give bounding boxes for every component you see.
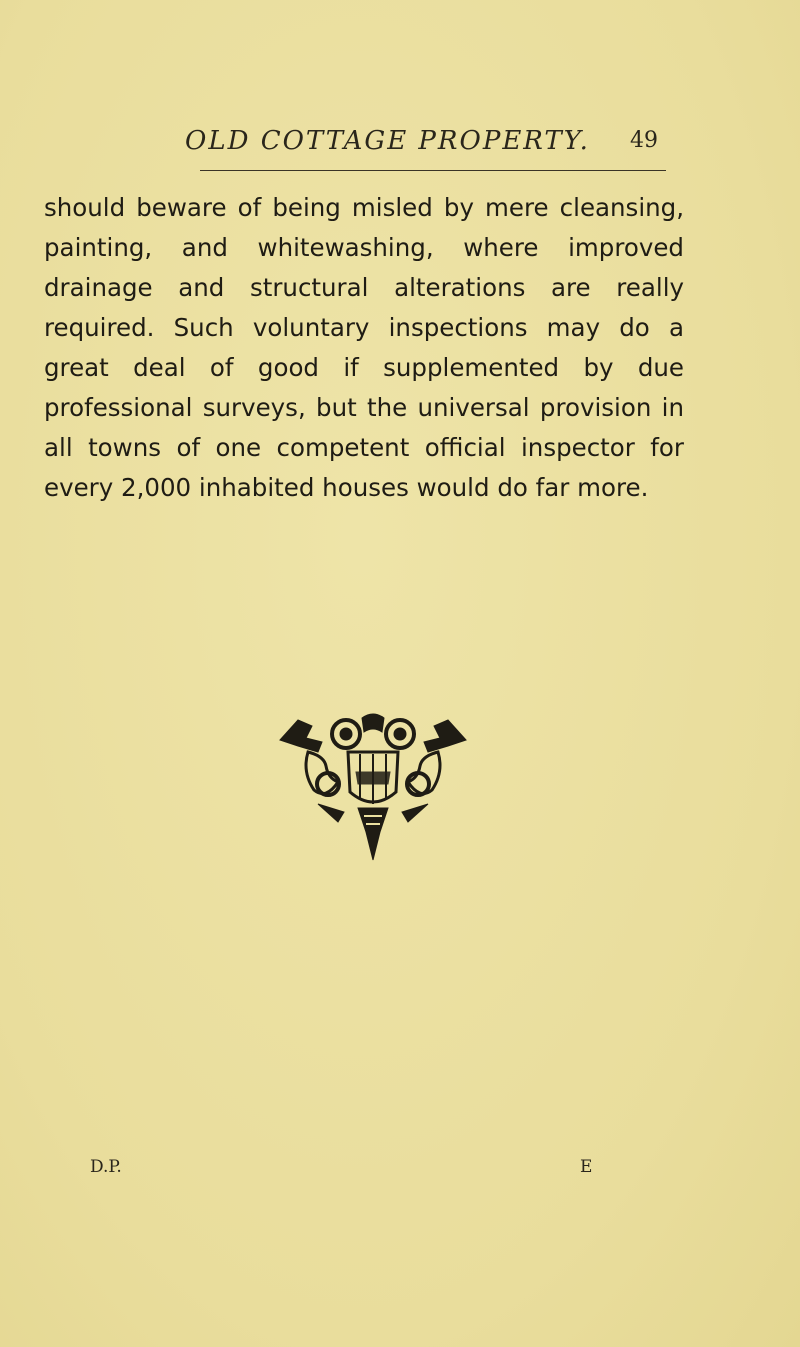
header-rule <box>200 170 666 171</box>
body-paragraph: should beware of being misled by mere cleansing, painting, and whitewashing, where improved drainage and structural alterations are really required. Such voluntary inspections may do a great deal of good if supplemented by due professional surveys, but the universal provision in all towns of one competent official inspector for every 2,000 inhabited houses would do far more. <box>44 193 684 502</box>
signature-mark-left: D.P. <box>90 1157 122 1177</box>
running-title: OLD COTTAGE PROPERTY. <box>185 126 590 156</box>
signature-mark-right: E <box>580 1157 593 1177</box>
page-number: 49 <box>630 128 658 153</box>
tailpiece-ornament-icon <box>278 712 468 862</box>
running-head <box>40 124 680 164</box>
